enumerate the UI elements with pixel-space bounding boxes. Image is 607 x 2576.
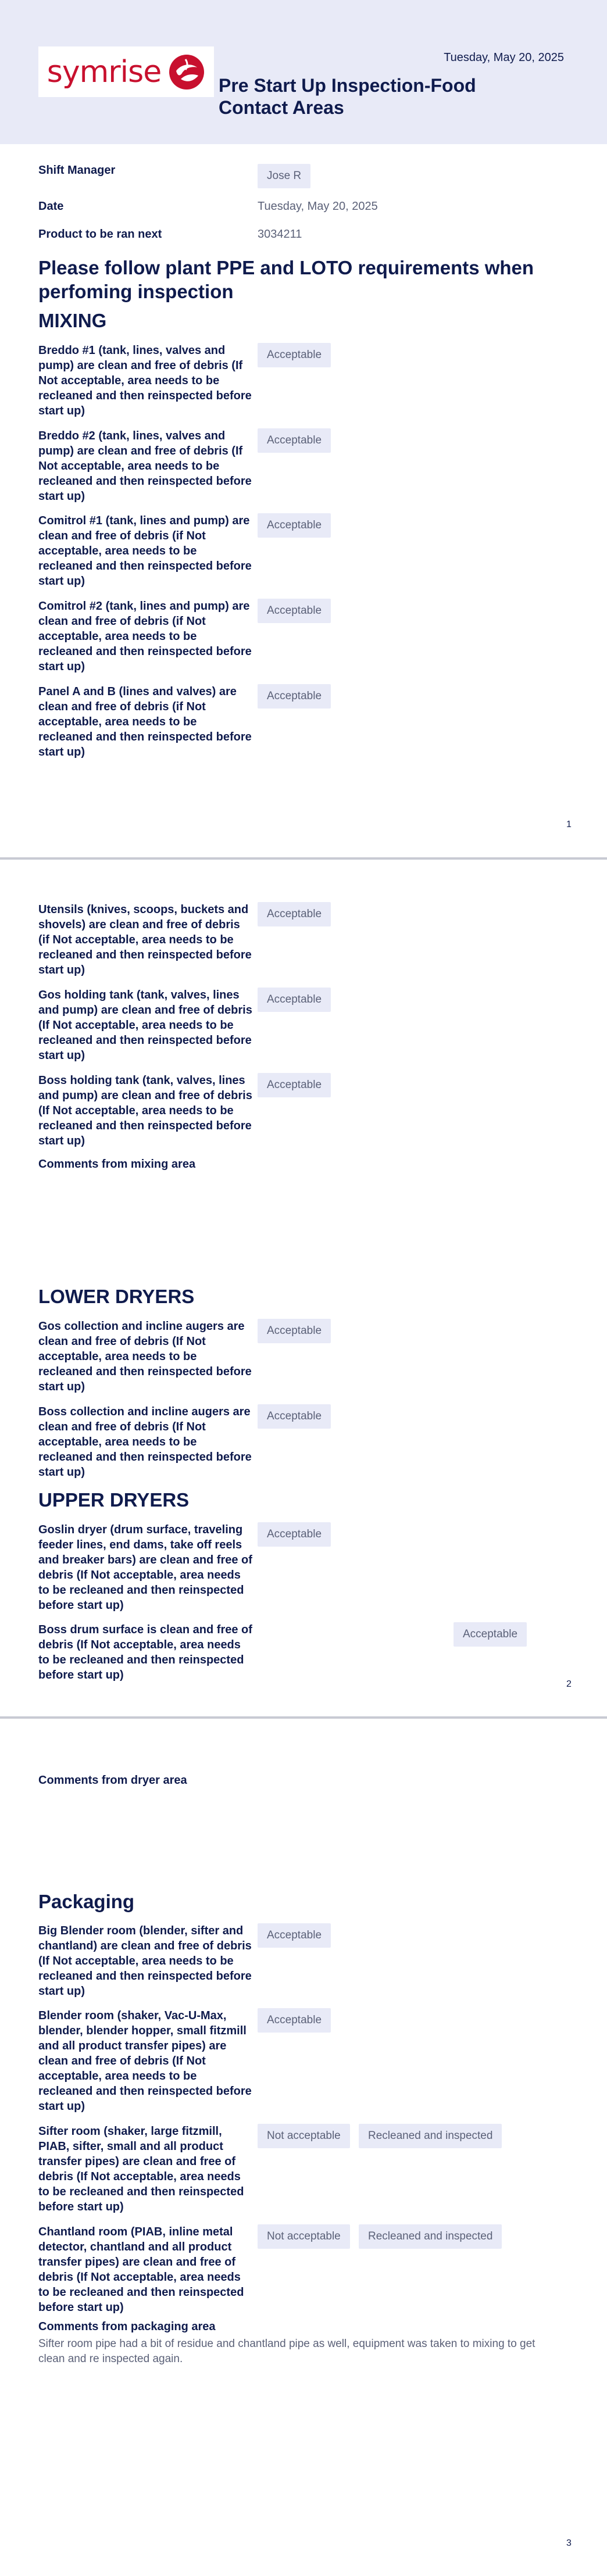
logo-wordmark: symrise: [47, 54, 162, 90]
question-chantland-room: Chantland room (PIAB, inline metal detector, chantland and all product transfer pipes) are clean and free of debris (If Not acceptable, area needs to be recleaned and then reinspected before start up): [38, 2226, 244, 2314]
date-label: Date: [38, 200, 64, 213]
page-number-2: 2: [566, 1679, 572, 1689]
question-boss-drum: Boss drum surface is clean and free of debris (If Not acceptable, area needs to be recleaned and then reinspected before start up): [38, 1623, 252, 1681]
followup-sifter-room[interactable]: Recleaned and inspected: [359, 2124, 502, 2148]
question-gos-augers: Gos collection and incline augers are clean and free of debris (If Not acceptable, area needs to be recleaned and then reinspected before start up): [38, 1320, 252, 1393]
shift-manager-label: Shift Manager: [38, 164, 116, 177]
answer-gos-holding-tank[interactable]: Acceptable: [258, 988, 331, 1012]
question-comitrol-2: Comitrol #2 (tank, lines and pump) are clean and free of debris (if Not acceptable, area needs to be recleaned and then reinspected before start up): [38, 600, 252, 673]
section-packaging-title: Packaging: [38, 1891, 135, 1912]
company-logo: [38, 46, 214, 97]
question-utensils: Utensils (knives, scoops, buckets and shovels) are clean and free of debris (if Not acceptable, area needs to be recleaned and then reinspected before start up): [38, 903, 252, 976]
question-breddo-1: Breddo #1 (tank, lines, valves and pump) are clean and free of debris (If Not acceptable, area needs to be recleaned and then reinspected before start up): [38, 344, 252, 417]
question-gos-holding-tank: Gos holding tank (tank, valves, lines and pump) are clean and free of debris (If Not acceptable, area needs to be recleaned and then reinspected before start up): [38, 989, 252, 1062]
question-boss-holding-tank: Boss holding tank (tank, valves, lines and pump) are clean and free of debris (If Not acceptable, area needs to be recleaned and then reinspected before start up): [38, 1074, 252, 1147]
answer-boss-holding-tank[interactable]: Acceptable: [258, 1073, 331, 1097]
answer-gos-augers[interactable]: Acceptable: [258, 1319, 331, 1343]
packaging-comments-label: Comments from packaging area: [38, 2320, 216, 2333]
product-value[interactable]: 3034211: [258, 228, 302, 241]
followup-chantland-room[interactable]: Recleaned and inspected: [359, 2224, 502, 2249]
shift-manager-value[interactable]: Jose R: [258, 164, 310, 188]
answer-utensils[interactable]: Acceptable: [258, 902, 331, 926]
ppe-loto-notice: Please follow plant PPE and LOTO requirements when perfoming inspection: [38, 257, 534, 302]
question-comitrol-1: Comitrol #1 (tank, lines and pump) are clean and free of debris (if Not acceptable, area needs to be recleaned and then reinspected before start up): [38, 514, 252, 588]
document-title: Pre Start Up Inspection-Food Contact Areas: [219, 75, 476, 118]
question-sifter-room: Sifter room (shaker, large fitzmill, PIAB, sifter, small and all product transfer pipes) are clean and free of debris (If Not acceptable, area needs to be recleaned and then reinspected before start up): [38, 2125, 244, 2213]
mixing-comments-label: Comments from mixing area: [38, 1158, 196, 1171]
logo-emblem-icon: [168, 53, 205, 91]
answer-breddo-2[interactable]: Acceptable: [258, 428, 331, 453]
question-blender-room: Blender room (shaker, Vac-U-Max, blender, blender hopper, small fitzmill and all product transfer pipes) are clean and free of debris (If Not acceptable, area needs to be recleaned and then reinspected before start up): [38, 2009, 252, 2113]
section-mixing-title: MIXING: [38, 310, 107, 331]
question-panel-a-b: Panel A and B (lines and valves) are clean and free of debris (if Not acceptable, area needs to be recleaned and then reinspected before start up): [38, 685, 252, 759]
answer-big-blender-room[interactable]: Acceptable: [258, 1923, 331, 1948]
question-boss-augers: Boss collection and incline augers are clean and free of debris (If Not acceptable, area needs to be recleaned and then reinspected before start up): [38, 1405, 252, 1479]
answer-sifter-room[interactable]: Not acceptable: [258, 2124, 350, 2148]
answer-blender-room[interactable]: Acceptable: [258, 2008, 331, 2033]
answer-chantland-room[interactable]: Not acceptable: [258, 2224, 350, 2249]
question-big-blender-room: Big Blender room (blender, sifter and chantland) are clean and free of debris (If Not acceptable, area needs to be recleaned and then reinspected before start up): [38, 1924, 252, 1998]
packaging-comments-text[interactable]: Sifter room pipe had a bit of residue and chantland pipe as well, equipment was taken to mixing to get clean and re inspected again.: [38, 2338, 535, 2365]
page-3: [0, 1719, 607, 2576]
date-value[interactable]: Tuesday, May 20, 2025: [258, 200, 378, 213]
answer-goslin-dryer[interactable]: Acceptable: [258, 1522, 331, 1547]
dryer-comments-label: Comments from dryer area: [38, 1774, 187, 1787]
answer-comitrol-2[interactable]: Acceptable: [258, 599, 331, 623]
page-number-1: 1: [566, 820, 572, 829]
page-number-3: 3: [566, 2538, 572, 2548]
answer-breddo-1[interactable]: Acceptable: [258, 343, 331, 367]
answer-boss-augers[interactable]: Acceptable: [258, 1404, 331, 1429]
section-upper-dryers-title: UPPER DRYERS: [38, 1489, 190, 1511]
answer-panel-a-b[interactable]: Acceptable: [258, 684, 331, 709]
answer-boss-drum[interactable]: Acceptable: [454, 1622, 527, 1647]
page-1: [0, 0, 607, 857]
question-breddo-2: Breddo #2 (tank, lines, valves and pump) are clean and free of debris (If Not acceptable, area needs to be recleaned and then reinspected before start up): [38, 430, 252, 503]
section-lower-dryers-title: LOWER DRYERS: [38, 1286, 195, 1307]
page-2: [0, 860, 607, 1716]
question-goslin-dryer: Goslin dryer (drum surface, traveling feeder lines, end dams, take off reels and breaker bars) are clean and free of debris (If Not acceptable, area needs to be recleaned and then reinspected before start up): [38, 1523, 252, 1612]
document-date: Tuesday, May 20, 2025: [444, 51, 564, 64]
answer-comitrol-1[interactable]: Acceptable: [258, 513, 331, 538]
product-label: Product to be ran next: [38, 228, 162, 241]
